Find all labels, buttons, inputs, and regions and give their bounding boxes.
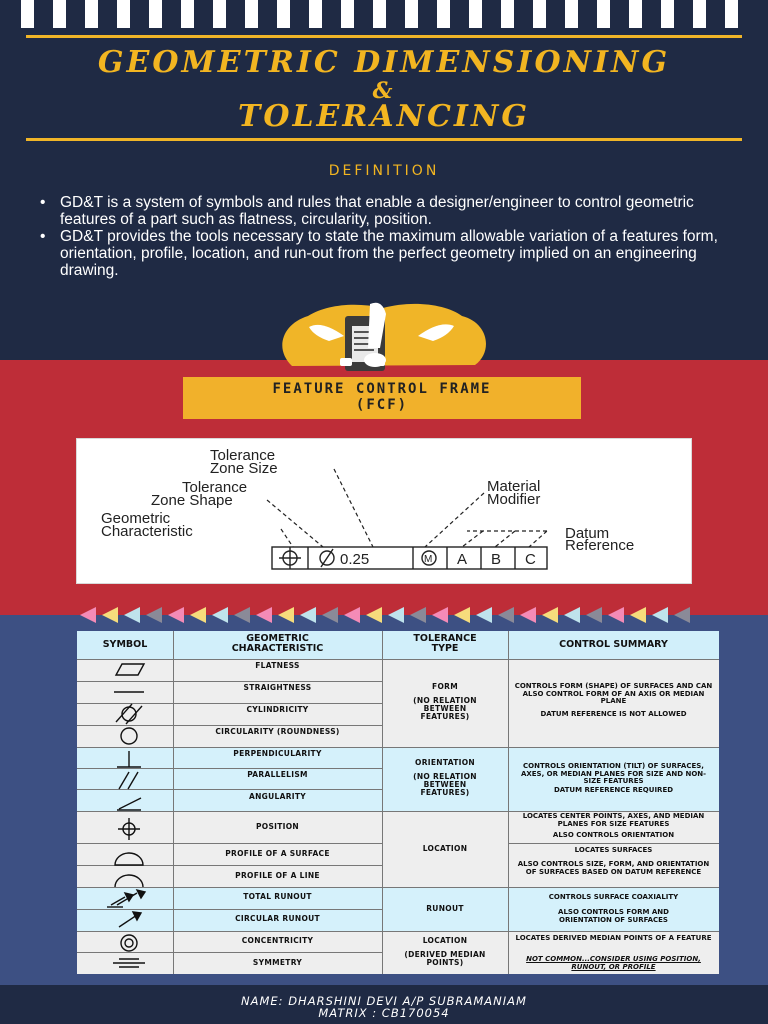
angularity-icon bbox=[117, 798, 141, 810]
footer-name: NAME: DHARSHINI DEVI A/P SUBRAMANIAM bbox=[241, 994, 527, 1008]
fcf-title-main: FEATURE CONTROL FRAME bbox=[272, 381, 492, 397]
summary-orientation-1: CONTROLS ORIENTATION (TILT) OF SURFACES, AXES, OR MEDIAN PLANES FOR SIZE AND NON-SIZE FEATURES bbox=[520, 762, 707, 785]
char-cylindricity: CYLINDRICITY bbox=[246, 705, 309, 714]
fcf-title-abbr: (FCF) bbox=[355, 397, 409, 413]
type-orientation: ORIENTATION bbox=[415, 758, 475, 767]
summary-derived-2: NOT COMMON...CONSIDER USING POSITION, RUNOUT, OR PROFILE bbox=[526, 955, 701, 971]
table-divider bbox=[77, 747, 719, 748]
fcf-label-shape-2: Zone Shape bbox=[151, 492, 233, 509]
table-header-summary: CONTROL SUMMARY bbox=[508, 631, 719, 659]
fcf-label-size-1: Tolerance bbox=[210, 447, 276, 464]
table-divider bbox=[77, 931, 719, 932]
fcf-frame bbox=[272, 547, 547, 569]
definition-list bbox=[38, 194, 738, 279]
char-profile-surface: PROFILE OF A SURFACE bbox=[225, 849, 330, 858]
fcf-title bbox=[183, 377, 581, 419]
summary-location-3: LOCATES SURFACES bbox=[574, 846, 653, 854]
symbols-column bbox=[77, 659, 173, 974]
table-divider bbox=[508, 843, 719, 844]
table-divider bbox=[77, 811, 719, 812]
summary-location-1: LOCATES CENTER POINTS, AXES, AND MEDIAN PLANES FOR SIZE FEATURES bbox=[522, 812, 705, 828]
fcf-label-shape-1: Tolerance bbox=[182, 479, 248, 496]
type-derived-location: LOCATION bbox=[422, 936, 468, 945]
table-divider bbox=[508, 631, 509, 974]
summary-location-4: ALSO CONTROLS SIZE, FORM, AND ORIENTATION OF SURFACES BASED ON DATUM REFERENCE bbox=[517, 860, 710, 876]
concentricity-icon bbox=[121, 935, 137, 951]
fcf-tolerance-value: 0.25 bbox=[340, 551, 370, 568]
circularity-icon bbox=[121, 728, 137, 744]
char-angularity: ANGULARITY bbox=[248, 792, 307, 801]
feature-control-frame-diagram bbox=[76, 438, 692, 584]
table-header-characteristic: GEOMETRIC CHARACTERISTIC bbox=[173, 631, 382, 659]
char-profile-line: PROFILE OF A LINE bbox=[235, 871, 320, 880]
table-divider bbox=[382, 631, 383, 974]
char-circularity: CIRCULARITY (ROUNDNESS) bbox=[215, 727, 340, 736]
footer-matrix: MATRIX : CB170054 bbox=[318, 1006, 450, 1020]
char-circular-runout: CIRCULAR RUNOUT bbox=[235, 914, 320, 923]
summary-runout-2: ALSO CONTROLS FORM AND ORIENTATION OF SURFACES bbox=[558, 908, 669, 924]
char-position: POSITION bbox=[255, 822, 300, 831]
bottom-rule bbox=[26, 138, 742, 141]
summary-form-1: CONTROLS FORM (SHAPE) OF SURFACES AND CAN ALSO CONTROL FORM OF AN AXIS OR MEDIAN PLANE bbox=[514, 682, 713, 705]
fcf-datum-b: B bbox=[491, 551, 502, 568]
flatness-icon bbox=[116, 664, 144, 675]
position-icon bbox=[118, 818, 140, 840]
profile-surface-icon bbox=[115, 853, 143, 865]
table-header-symbol: SYMBOL bbox=[77, 631, 173, 659]
table-divider bbox=[77, 887, 719, 888]
definition-bullet-2: • GD&T provides the tools necessary to state the maximum allowable variation of a features form, orientation, profile, location, and run-out from the perfect geometry implied on an engineering drawing. bbox=[38, 228, 738, 279]
title-line-2: & bbox=[372, 78, 396, 104]
fcf-label-datum-1: Datum bbox=[565, 525, 610, 542]
fcf-label-geom-1: Geometric bbox=[101, 510, 171, 527]
type-form-note: (NO RELATION BETWEEN FEATURES) bbox=[413, 696, 477, 721]
cylindricity-icon bbox=[116, 704, 142, 724]
summary-runout-1: CONTROLS SURFACE COAXIALITY bbox=[548, 893, 679, 901]
summary-orientation-2: DATUM REFERENCE REQUIRED bbox=[553, 786, 674, 794]
char-symmetry: SYMMETRY bbox=[252, 958, 303, 967]
type-runout: RUNOUT bbox=[426, 904, 464, 913]
type-location: LOCATION bbox=[422, 844, 468, 853]
fcf-label-modifier-2: Modifier bbox=[487, 491, 541, 508]
type-orientation-note: (NO RELATION BETWEEN FEATURES) bbox=[413, 772, 477, 797]
fcf-datum-a: A bbox=[457, 551, 468, 568]
type-derived-location-note: (DERIVED MEDIAN POINTS) bbox=[404, 950, 486, 967]
gdt-symbol-table bbox=[77, 631, 719, 974]
title-line-1: GEOMETRIC DIMENSIONING bbox=[97, 45, 671, 80]
parallelism-icon bbox=[119, 772, 138, 789]
summary-derived-1: LOCATES DERIVED MEDIAN POINTS OF A FEATURE bbox=[515, 934, 712, 942]
fcf-label-datum-2: Reference bbox=[565, 537, 635, 554]
fcf-label-geom-2: Characteristic bbox=[101, 523, 193, 540]
definition-heading: DEFINITION bbox=[328, 163, 440, 179]
exclamation-document-icon bbox=[272, 296, 494, 378]
char-concentricity: CONCENTRICITY bbox=[241, 936, 314, 945]
table-header-tolerance: TOLERANCE TYPE bbox=[382, 631, 508, 659]
decorative-triangles bbox=[78, 604, 698, 626]
char-total-runout: TOTAL RUNOUT bbox=[243, 892, 312, 901]
top-stripes bbox=[0, 0, 768, 30]
fcf-modifier-value: M bbox=[424, 554, 433, 565]
total-runout-icon bbox=[107, 890, 145, 907]
profile-line-icon bbox=[115, 875, 143, 887]
char-straightness: STRAIGHTNESS bbox=[243, 683, 312, 692]
title-line-3: TOLERANCING bbox=[238, 99, 530, 134]
definition-bullet-1: • GD&T is a system of symbols and rules that enable a designer/engineer to control geometric features of a part such as flatness, circularity, position. bbox=[38, 194, 738, 228]
perpendicularity-icon bbox=[117, 751, 141, 767]
fcf-datum-c: C bbox=[525, 551, 536, 568]
char-flatness: FLATNESS bbox=[255, 661, 300, 670]
table-divider bbox=[173, 631, 174, 974]
table-divider bbox=[77, 659, 719, 660]
char-perpendicularity: PERPENDICULARITY bbox=[233, 749, 322, 758]
top-rule bbox=[26, 35, 742, 38]
symmetry-icon bbox=[113, 959, 145, 967]
fcf-label-modifier-1: Material bbox=[487, 478, 541, 495]
fcf-label-size-2: Zone Size bbox=[210, 460, 278, 477]
char-parallelism: PARALLELISM bbox=[247, 770, 308, 779]
summary-form-2: DATUM REFERENCE IS NOT ALLOWED bbox=[540, 710, 687, 718]
fcf-diagram-svg bbox=[77, 439, 691, 583]
summary-location-2: ALSO CONTROLS ORIENTATION bbox=[552, 831, 675, 839]
circular-runout-icon bbox=[119, 912, 141, 927]
type-form: FORM bbox=[432, 682, 458, 691]
